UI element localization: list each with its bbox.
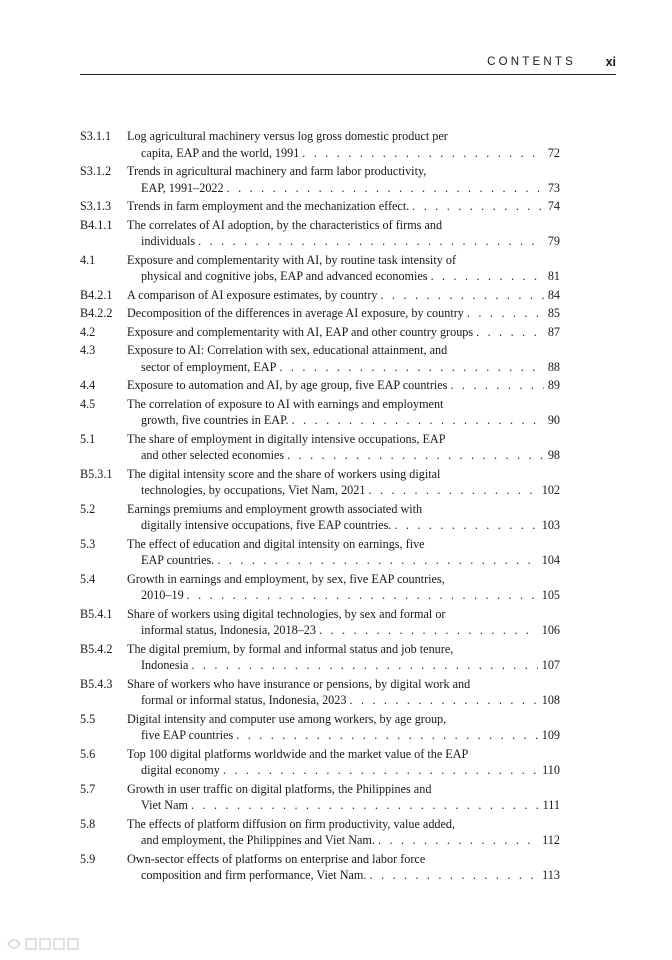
dot-leader — [378, 832, 538, 849]
entry-number: B4.2.2 — [80, 306, 113, 320]
entry-title-line: The share of employment in digitally intensive occupations, EAP — [127, 431, 446, 446]
dot-leader — [467, 305, 544, 322]
entry-page-number: 109 — [541, 728, 560, 742]
entry-title-line: The correlates of AI adoption, by the characteristics of firms and — [127, 217, 443, 232]
entry-page-number: 113 — [542, 868, 560, 882]
dot-leader — [217, 552, 537, 569]
entry-title: informal status, Indonesia, 2018–23 — [141, 623, 316, 637]
toc-entry — [80, 431, 560, 464]
entry-title: and other selected economies — [141, 448, 285, 462]
entry-number: B5.4.3 — [80, 676, 113, 691]
toc-entry — [80, 305, 560, 322]
entry-number: 5.3 — [80, 536, 96, 551]
toc-entry — [80, 163, 560, 196]
entry-title: five EAP countries — [141, 728, 234, 742]
entry-page-number: 110 — [542, 763, 560, 777]
entry-number: 5.2 — [80, 501, 96, 516]
toc-entry — [80, 342, 560, 375]
dot-leader — [223, 762, 538, 779]
entry-page-number: 112 — [542, 833, 560, 847]
dot-leader — [476, 324, 544, 341]
entry-title-line: Digital intensity and computer use among workers, by age group, — [127, 711, 447, 726]
toc-entry — [80, 571, 560, 604]
entry-title-line: Share of workers using digital technologies, by sex and formal or — [127, 606, 446, 621]
entry-title-line: Top 100 digital platforms worldwide and the market value of the EAP — [127, 746, 469, 761]
entry-number: 4.4 — [80, 378, 96, 392]
entry-number: B5.4.2 — [80, 641, 113, 656]
entry-title-line: Exposure and complementarity with AI, by routine task intensity of — [127, 252, 456, 267]
entry-title: physical and cognitive jobs, EAP and advanced economies — [141, 269, 428, 283]
entry-page-number: 103 — [541, 518, 560, 532]
entry-title: 2010–19 — [141, 588, 184, 602]
entry-number: 5.7 — [80, 781, 96, 796]
entry-page-number: 74 — [547, 199, 560, 213]
dot-leader — [431, 268, 544, 285]
entry-title-line: Growth in earnings and employment, by sex, five EAP countries, — [127, 571, 445, 586]
entry-page-number: 73 — [547, 180, 560, 195]
entry-page-number: 79 — [547, 234, 560, 248]
dot-leader — [187, 587, 538, 604]
entry-number: 4.2 — [80, 324, 96, 339]
entry-title: digitally intensive occupations, five EAP countries. — [141, 518, 392, 532]
dot-leader — [191, 797, 539, 814]
entry-title: Viet Nam — [141, 798, 188, 812]
dot-leader — [236, 727, 537, 744]
toc-entry — [80, 377, 560, 394]
toc-entry — [80, 217, 560, 250]
entry-page-number: 106 — [541, 623, 560, 637]
entry-title: EAP, 1991–2022 — [141, 180, 224, 195]
entry-number: 5.9 — [80, 851, 96, 866]
entry-title: capita, EAP and the world, 1991 — [141, 145, 300, 160]
entry-title-line: The effects of platform diffusion on firm productivity, value added, — [127, 816, 456, 831]
toc-entry — [80, 641, 560, 674]
entry-number: S3.1.3 — [80, 199, 112, 213]
toc-entry — [80, 606, 560, 639]
entry-page-number: 102 — [541, 483, 560, 497]
toc-entry — [80, 711, 560, 744]
entry-number: 4.5 — [80, 396, 96, 411]
entry-page-number: 98 — [547, 448, 560, 462]
dot-leader — [227, 180, 544, 197]
entry-title: Trends in farm employment and the mechanization effect. — [127, 199, 410, 213]
toc-entry — [80, 287, 560, 304]
dot-leader — [368, 482, 537, 499]
running-head-section: CONTENTS — [487, 56, 576, 68]
entry-title: Indonesia — [141, 658, 189, 672]
entry-page-number: 108 — [541, 693, 560, 707]
toc-entry — [80, 466, 560, 499]
dot-leader — [394, 517, 537, 534]
entry-page-number: 111 — [542, 798, 560, 812]
toc-entry — [80, 252, 560, 285]
watermark-logo — [6, 936, 88, 955]
dot-leader — [198, 233, 544, 250]
toc-entry — [80, 746, 560, 779]
entry-title: Decomposition of the differences in average AI exposure, by country — [127, 306, 464, 320]
toc-entry — [80, 324, 560, 341]
entry-title-line: Share of workers who have insurance or pensions, by digital work and — [127, 676, 471, 691]
entry-page-number: 104 — [541, 553, 560, 567]
toc-entry — [80, 676, 560, 709]
toc-entry — [80, 198, 560, 215]
dot-leader — [279, 359, 543, 376]
dot-leader — [450, 377, 543, 394]
dot-leader — [319, 622, 538, 639]
entry-title-line: Exposure to AI: Correlation with sex, educational attainment, and — [127, 343, 448, 357]
dot-leader — [412, 198, 544, 215]
entry-number: 5.6 — [80, 746, 96, 761]
entry-number: 5.4 — [80, 571, 96, 586]
entry-title: sector of employment, EAP — [141, 359, 277, 374]
toc-entry — [80, 501, 560, 534]
entry-title: A comparison of AI exposure estimates, by country — [127, 287, 378, 302]
entry-page-number: 87 — [547, 324, 560, 339]
toc-entry — [80, 536, 560, 569]
entry-title-line: The correlation of exposure to AI with earnings and employment — [127, 396, 444, 411]
entry-number: B5.3.1 — [80, 466, 113, 481]
entry-title-line: The digital intensity score and the share of workers using digital — [127, 466, 441, 481]
entry-number: 4.1 — [80, 252, 96, 267]
entry-title-line: Trends in agricultural machinery and farm labor productivity, — [127, 164, 427, 178]
list-of-figures — [80, 128, 560, 886]
entry-page-number: 107 — [541, 658, 560, 672]
entry-number: 5.1 — [80, 431, 96, 446]
entry-number: 5.5 — [80, 711, 96, 726]
entry-page-number: 85 — [547, 306, 560, 320]
entry-title: growth, five countries in EAP. — [141, 413, 289, 427]
entry-page-number: 84 — [547, 287, 560, 302]
entry-number: 5.8 — [80, 816, 96, 831]
page-number: xi — [605, 55, 616, 69]
dot-leader — [287, 447, 544, 464]
entry-title: formal or informal status, Indonesia, 2023 — [141, 693, 347, 707]
entry-title: Exposure to automation and AI, by age group, five EAP countries — [127, 378, 448, 392]
dot-leader — [302, 145, 544, 162]
entry-title-line: Growth in user traffic on digital platforms, the Philippines and — [127, 781, 432, 796]
entry-page-number: 88 — [547, 359, 560, 374]
dot-leader — [292, 412, 544, 429]
entry-title-line: Log agricultural machinery versus log gross domestic product per — [127, 129, 448, 143]
running-head — [80, 56, 616, 72]
entry-number: B4.2.1 — [80, 287, 113, 302]
entry-title: technologies, by occupations, Viet Nam, 2021 — [141, 483, 366, 497]
dot-leader — [349, 692, 537, 709]
entry-number: 4.3 — [80, 343, 96, 357]
entry-title: and employment, the Philippines and Viet Nam. — [141, 833, 375, 847]
entry-title-line: Earnings premiums and employment growth associated with — [127, 501, 423, 516]
entry-title-line: The effect of education and digital intensity on earnings, five — [127, 536, 425, 551]
entry-page-number: 81 — [547, 269, 560, 283]
entry-page-number: 105 — [541, 588, 560, 602]
header-rule — [80, 74, 616, 75]
toc-entry — [80, 816, 560, 849]
entry-title: individuals — [141, 234, 196, 248]
entry-number: S3.1.1 — [80, 129, 112, 143]
toc-entry — [80, 396, 560, 429]
entry-title: digital economy — [141, 763, 220, 777]
dot-leader — [191, 657, 537, 674]
entry-title-line: The digital premium, by formal and informal status and job tenure, — [127, 641, 454, 656]
entry-number: S3.1.2 — [80, 164, 112, 178]
entry-page-number: 90 — [547, 413, 560, 427]
toc-entry — [80, 128, 560, 161]
entry-number: B5.4.1 — [80, 606, 113, 621]
dot-leader — [369, 867, 538, 884]
entry-title: Exposure and complementarity with AI, EAP and other country groups — [127, 324, 474, 339]
entry-number: B4.1.1 — [80, 217, 113, 232]
entry-page-number: 72 — [547, 145, 560, 160]
entry-title: EAP countries. — [141, 553, 215, 567]
entry-title: composition and firm performance, Viet Nam. — [141, 868, 367, 882]
dot-leader — [380, 287, 543, 304]
toc-entry — [80, 851, 560, 884]
entry-page-number: 89 — [547, 378, 560, 392]
entry-title-line: Own-sector effects of platforms on enterprise and labor force — [127, 851, 426, 866]
toc-entry — [80, 781, 560, 814]
